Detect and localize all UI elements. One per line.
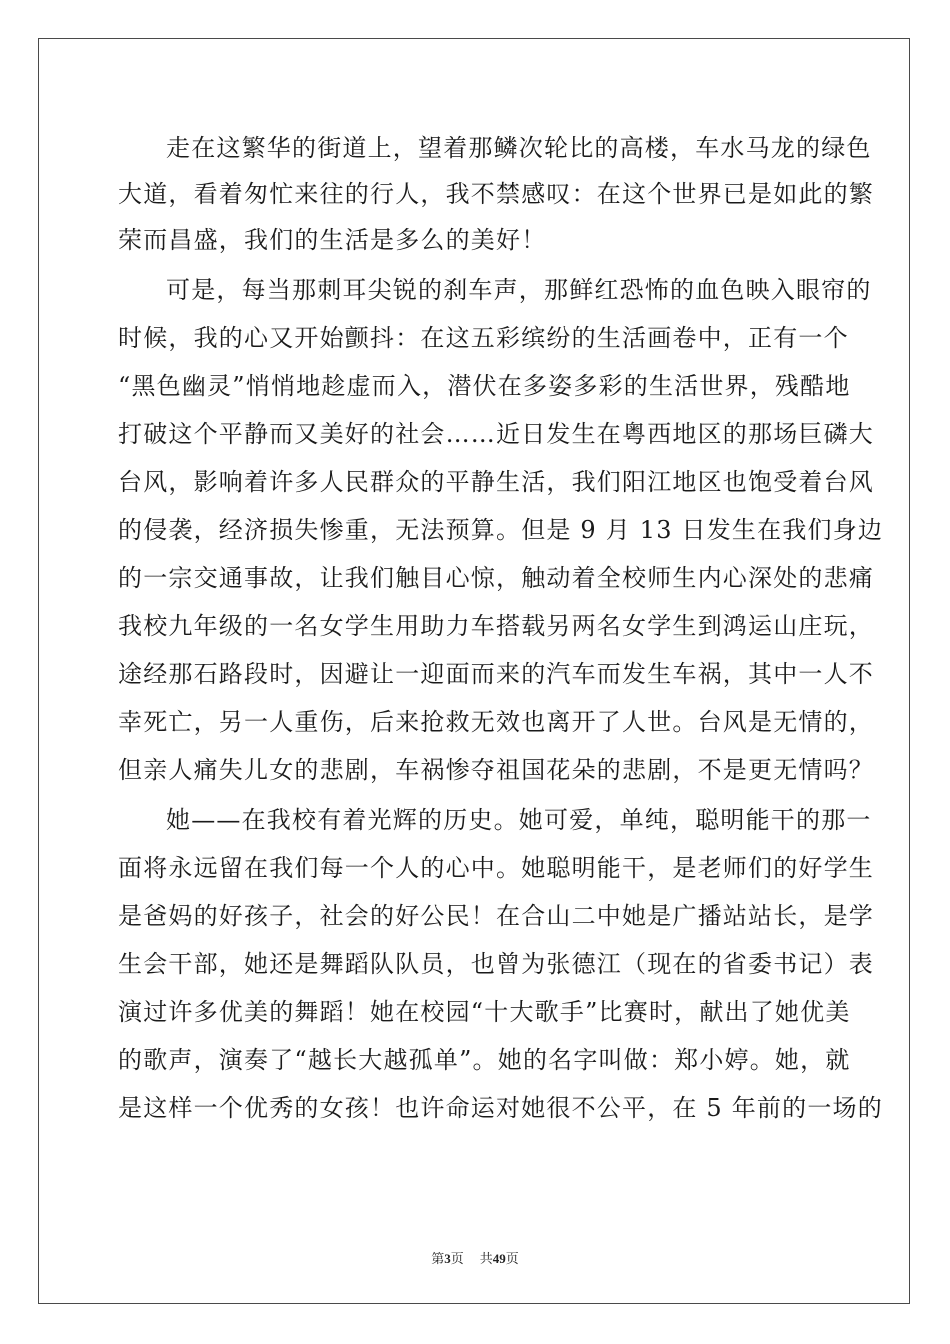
paragraph-2-line-5: 台风，影响着许多人民群众的平静生活，我们阳江地区也饱受着台风 bbox=[118, 468, 874, 496]
paragraph-3-line-1: 她——在我校有着光辉的历史。她可爱，单纯，聪明能干的那一 bbox=[166, 806, 872, 834]
paragraph-2-line-1: 可是，每当那刺耳尖锐的刹车声，那鲜红恐怖的血色映入眼帘的 bbox=[166, 276, 872, 304]
paragraph-2-line-6: 的侵袭，经济损失惨重，无法预算。但是 9 月 13 日发生在我们身边 bbox=[118, 516, 884, 544]
page-suffix: 页 bbox=[450, 1251, 464, 1266]
paragraph-2-line-7: 的一宗交通事故，让我们触目心惊，触动着全校师生内心深处的悲痛 bbox=[118, 564, 874, 592]
paragraph-2-line-9: 途经那石路段时，因避让一迎面而来的汽车而发生车祸，其中一人不 bbox=[118, 660, 874, 688]
page-number: 3 bbox=[444, 1251, 451, 1266]
paragraph-1-line-2: 大道，看着匆忙来往的行人，我不禁感叹：在这个世界已是如此的繁 bbox=[118, 180, 874, 208]
paragraph-2-line-4: 打破这个平静而又美好的社会……近日发生在粤西地区的那场巨磷大 bbox=[118, 420, 874, 448]
paragraph-3-line-6: 的歌声，演奏了“越长大越孤单”。她的名字叫做：郑小婷。她，就 bbox=[118, 1046, 851, 1074]
paragraph-3-line-5: 演过许多优美的舞蹈！她在校园“十大歌手”比赛时，献出了她优美 bbox=[118, 998, 851, 1026]
paragraph-2-line-8: 我校九年级的一名女学生用助力车搭载另两名女学生到鸿运山庄玩， bbox=[118, 612, 874, 640]
page-footer bbox=[0, 1248, 950, 1267]
paragraph-1-line-1: 走在这繁华的街道上，望着那鳞次轮比的高楼，车水马龙的绿色 bbox=[166, 134, 872, 162]
paragraph-3-line-7: 是这样一个优秀的女孩！也许命运对她很不公平，在 5 年前的一场的 bbox=[118, 1094, 883, 1122]
paragraph-2-line-11: 但亲人痛失儿女的悲剧，车祸惨夺祖国花朵的悲剧，不是更无情吗？ bbox=[118, 756, 874, 784]
paragraph-2-line-10: 幸死亡，另一人重伤，后来抢救无效也离开了人世。台风是无情的， bbox=[118, 708, 874, 736]
paragraph-3-line-3: 是爸妈的好孩子，社会的好公民！在合山二中她是广播站站长，是学 bbox=[118, 902, 874, 930]
page-prefix: 第 bbox=[431, 1251, 445, 1266]
paragraph-1-line-3: 荣而昌盛，我们的生活是多么的美好！ bbox=[118, 226, 547, 254]
total-prefix: 共 bbox=[479, 1251, 493, 1266]
paragraph-2-line-3: “黑色幽灵”悄悄地趁虚而入，潜伏在多姿多彩的生活世界，残酷地 bbox=[118, 372, 851, 400]
paragraph-3-line-2: 面将永远留在我们每一个人的心中。她聪明能干，是老师们的好学生 bbox=[118, 854, 874, 882]
paragraph-2-line-2: 时候，我的心又开始颤抖：在这五彩缤纷的生活画卷中，正有一个 bbox=[118, 324, 849, 352]
total-pages: 49 bbox=[492, 1251, 506, 1266]
paragraph-3-line-4: 生会干部，她还是舞蹈队队员，也曾为张德江（现在的省委书记）表 bbox=[118, 950, 874, 978]
total-suffix: 页 bbox=[505, 1251, 519, 1266]
